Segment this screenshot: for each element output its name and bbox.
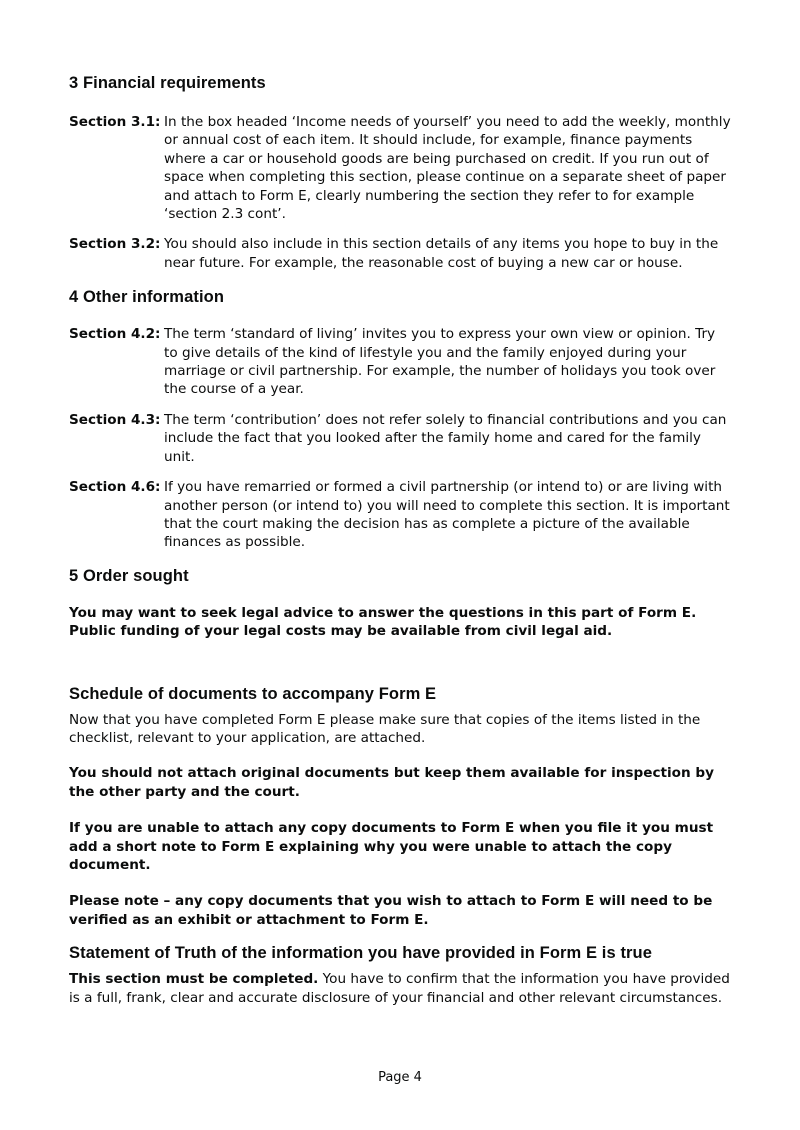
section-4-2 [69, 325, 733, 399]
section-label: Section 4.6: [69, 479, 161, 496]
section-4-heading: 4 Other information [69, 288, 224, 307]
schedule-note-verify: Please note – any copy documents that you wish to attach to Form E will need to be verified as an exhibit or attachment to Form E. [69, 893, 713, 928]
section-3-heading: 3 Financial requirements [69, 74, 266, 92]
section-text: You should also include in this section details of any items you hope to buy in the near future. For example, the reasonable cost of buying a new car or house. [164, 236, 719, 271]
section-4-6 [69, 478, 733, 552]
statement-bold-lead: This section must be completed. [69, 971, 319, 988]
order-sought-note: You may want to seek legal advice to answer the questions in this part of Form E. Public funding of your legal costs may be available from civil legal aid. [69, 604, 697, 640]
section-3-2 [69, 235, 733, 272]
section-text: In the box headed ‘Income needs of yourself’ you need to add the weekly, monthly or annual cost of each item. It should include, for example, finance payments where a car or household goods are being purchased on credit. If you run out of space when completing this section, please continue on a separate sheet of paper and attach to Form E, clearly numbering the section they refer to for example ‘section 2.3 cont’. [164, 114, 731, 223]
section-text: The term ‘contribution’ does not refer solely to financial contributions and you can include the fact that you looked after the family home and cared for the family unit. [164, 411, 727, 465]
document-page [69, 72, 733, 1007]
section-text: The term ‘standard of living’ invites you to express your own view or opinion. Try to give details of the kind of lifestyle you and the family enjoyed during your marriage or civil partnership. For example, the number of holidays you took over the course of a year. [164, 326, 716, 398]
section-label: Section 4.2: [69, 326, 161, 343]
section-4-3 [69, 411, 733, 466]
section-3-1 [69, 113, 733, 223]
schedule-note-unable: If you are unable to attach any copy documents to Form E when you file it you must add a short note to Form E explaining why you were unable to attach the copy document. [69, 820, 714, 873]
section-text: If you have remarried or formed a civil partnership (or intend to) or are living with another person (or intend to) you will need to complete this section. It is important that the court making the decision has as complete a picture of the available finances as possible. [164, 479, 730, 551]
section-label: Section 3.1: [69, 114, 161, 130]
section-label: Section 4.3: [69, 411, 161, 428]
statement-heading: Statement of Truth of the information you have provided in Form E is true [69, 944, 653, 963]
section-5-heading: 5 Order sought [69, 566, 189, 585]
schedule-note-originals: You should not attach original documents but keep them available for inspection by the other party and the court. [69, 765, 715, 800]
statement-body: You have to confirm that the information you have provided is a full, frank, clear and accurate disclosure of your financial and other relevant circumstances. [69, 971, 730, 1006]
schedule-intro: Now that you have completed Form E please make sure that copies of the items listed in the checklist, relevant to your application, are attached. [69, 711, 701, 746]
schedule-heading: Schedule of documents to accompany Form E [69, 684, 437, 703]
page-number: Page 4 [378, 1070, 422, 1085]
section-label: Section 3.2: [69, 236, 161, 253]
statement-text [69, 970, 733, 1007]
